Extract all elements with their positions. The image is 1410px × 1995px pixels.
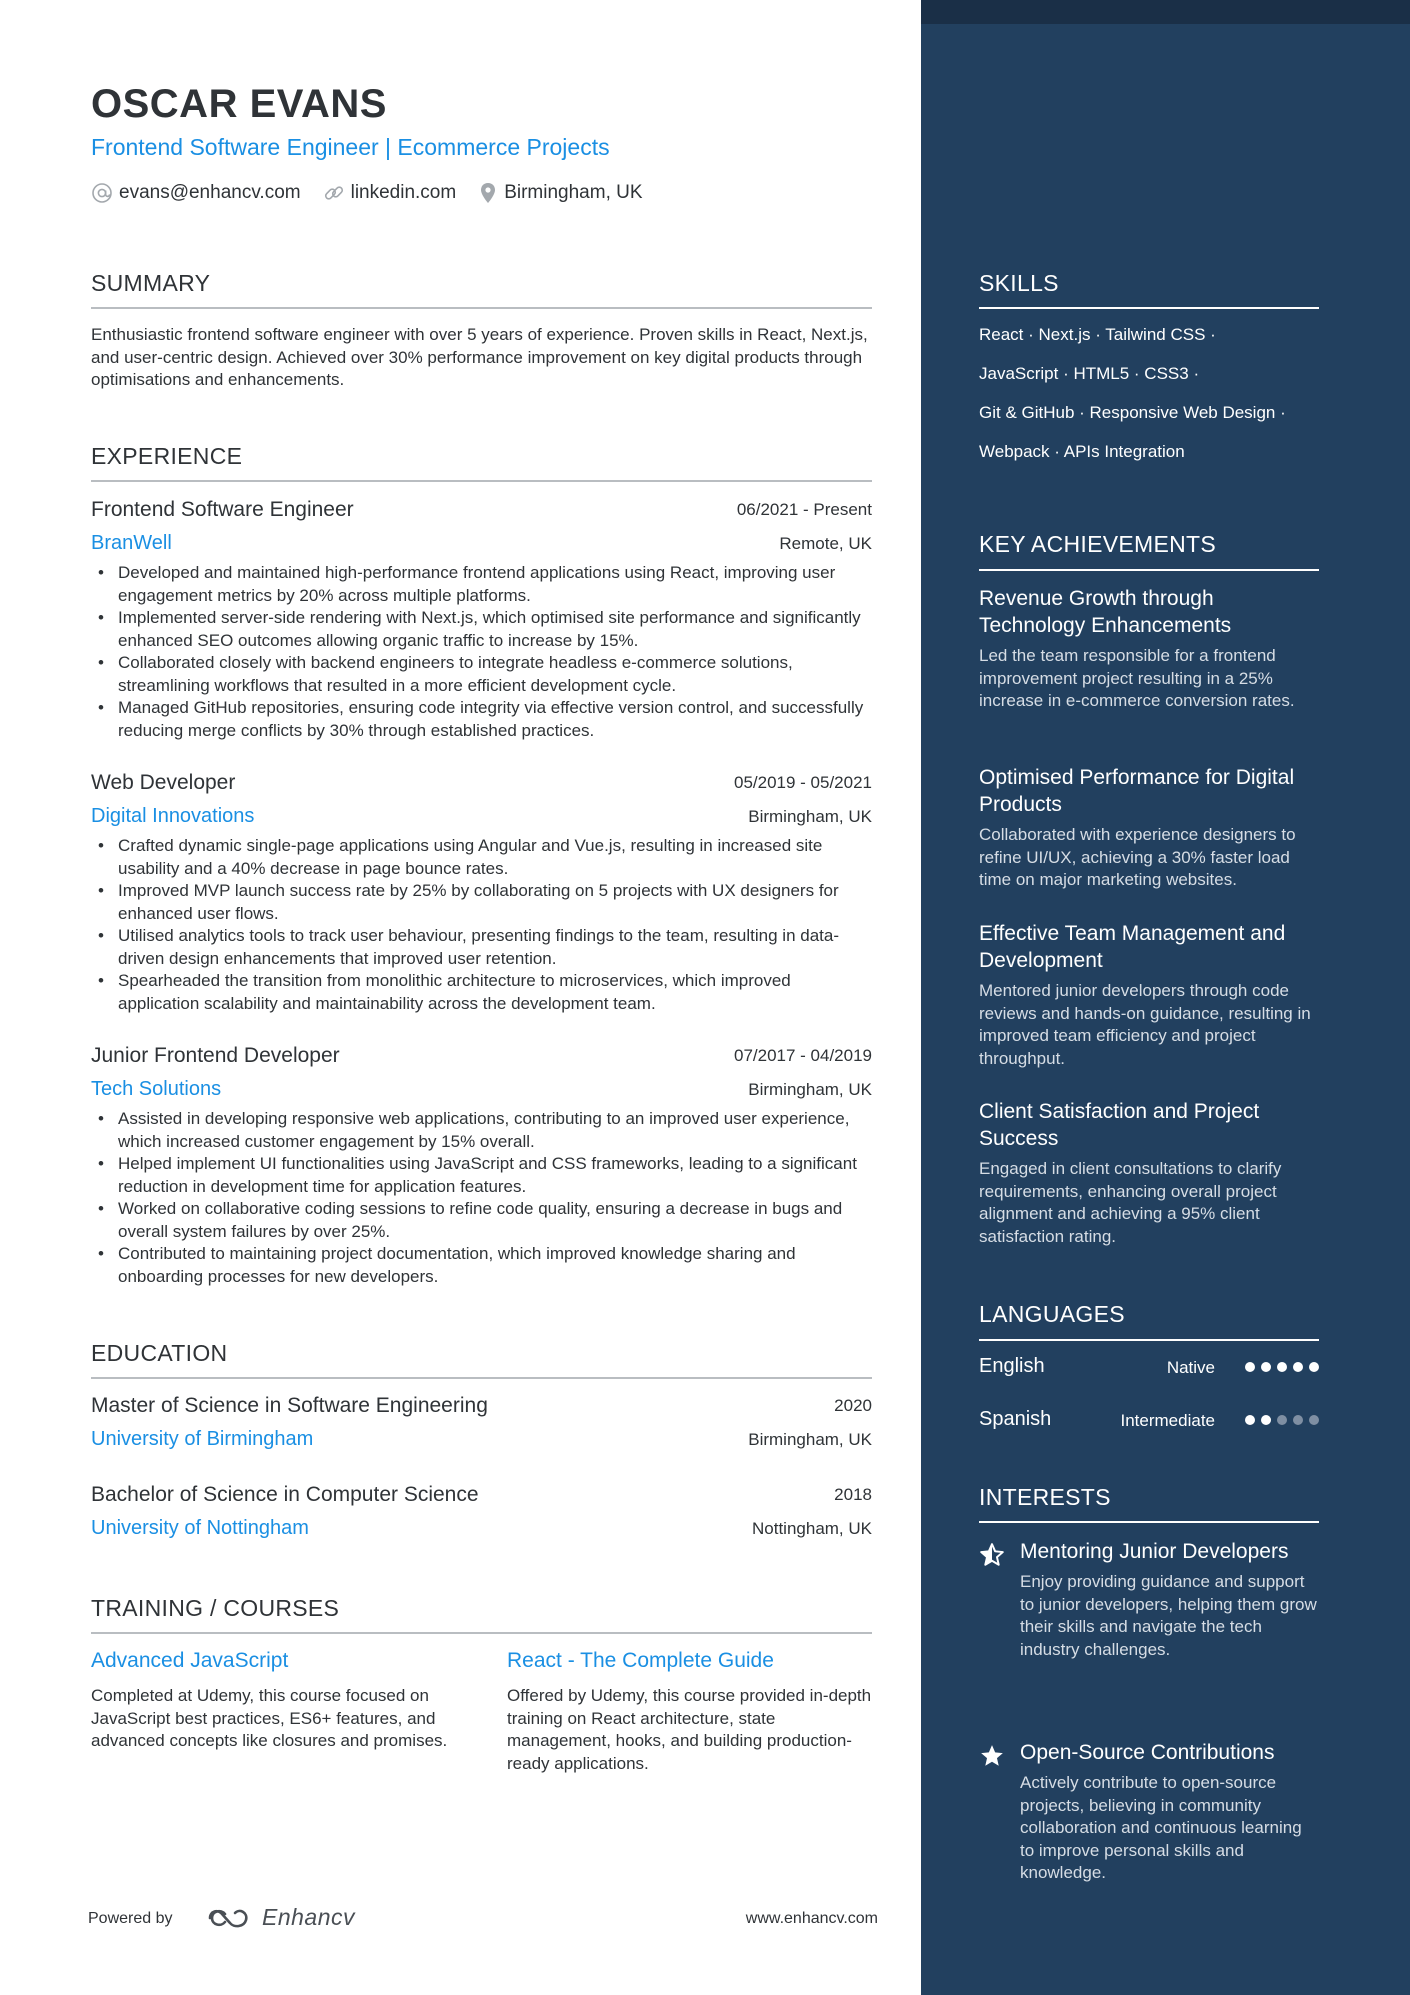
education-divider (91, 1377, 872, 1379)
language-name: English (979, 1355, 1045, 1377)
job-bullet: • Helped implement UI functionalities using JavaScript and CSS frameworks, leading to a significant reduction in development time for application features. (91, 1153, 872, 1198)
course-description: Offered by Udemy, this course provided in-depth training on React architecture, state management, hooks, and building production-ready applications. (507, 1686, 872, 1773)
rating-dot-filled (1245, 1415, 1255, 1425)
language-rating (1239, 1362, 1319, 1372)
contact-email[interactable] (91, 182, 301, 204)
achievement-title: Revenue Growth through Technology Enhancements (979, 587, 1232, 637)
job-date: 07/2017 - 04/2019 (733, 1046, 872, 1065)
footer (88, 1904, 878, 1934)
job-location: Birmingham, UK (748, 807, 872, 826)
rating-dot-empty (1277, 1415, 1287, 1425)
achievement-item (979, 1098, 1319, 1248)
achievement-item (979, 585, 1319, 713)
interests-divider (979, 1521, 1319, 1523)
skills-line: Webpack · APIs Integration (979, 442, 1185, 461)
experience-heading: EXPERIENCE (91, 443, 243, 469)
job-bullet: • Contributed to maintaining project documentation, which improved knowledge sharing and onboarding processes for new developers. (91, 1243, 872, 1288)
job-bullet: • Spearheaded the transition from monolithic architecture to microservices, which improved application scalability and maintainability across the development team. (91, 970, 872, 1015)
job-bullet: • Utilised analytics tools to track user behaviour, presenting findings to the team, resulting in data-driven design enhancements that improved user retention. (91, 925, 872, 970)
summary-text: Enthusiastic frontend software engineer with over 5 years of experience. Proven skills in React, Next.js, and user-centric design. Achieved over 30% performance improvement on key digital products through optimisations and enhancements. (91, 325, 868, 389)
at-icon (91, 182, 113, 204)
job-date: 05/2019 - 05/2021 (733, 773, 872, 792)
email-text: evans@enhancv.com (119, 182, 301, 203)
job-bullet: • Implemented server-side rendering with Next.js, which optimised site performance and significantly enhanced SEO outcomes allowing organic traffic to increase by 15%. (91, 607, 872, 652)
languages-divider (979, 1339, 1319, 1341)
star-half-icon (979, 1542, 1005, 1568)
achievement-description: Led the team responsible for a frontend improvement project resulting in a 25% increase in e-commerce conversion rates. (979, 646, 1295, 710)
interest-title: Open-Source Contributions (1020, 1741, 1275, 1764)
language-rating (1239, 1415, 1319, 1425)
contact-info (91, 182, 665, 204)
achievement-title: Optimised Performance for Digital Products (979, 766, 1295, 816)
training-divider (91, 1632, 872, 1634)
rating-dot-filled (1245, 1362, 1255, 1372)
linkedin-text: linkedin.com (350, 182, 457, 203)
language-item (979, 1408, 1319, 1438)
education-location: Birmingham, UK (748, 1430, 872, 1449)
skills-divider (979, 307, 1319, 309)
achievements-heading: KEY ACHIEVEMENTS (979, 531, 1217, 557)
rating-dot-filled (1309, 1362, 1319, 1372)
interests-heading: INTERESTS (979, 1484, 1111, 1510)
rating-dot-empty (1293, 1415, 1303, 1425)
achievement-item (979, 920, 1319, 1070)
course-title: React - The Complete Guide (507, 1649, 774, 1672)
sidebar-top-bar (921, 0, 1410, 24)
job-title: Frontend Software Engineer (91, 498, 354, 521)
language-level: Native (1166, 1358, 1215, 1377)
job-company: BranWell (91, 532, 172, 554)
job-bullet: • Managed GitHub repositories, ensuring code integrity via effective version control, and successfully reducing merge conflicts by 30% through established practices. (91, 697, 872, 742)
training-heading: TRAINING / COURSES (91, 1595, 340, 1621)
enhancv-logo-icon (206, 1905, 254, 1931)
rating-dot-filled (1261, 1415, 1271, 1425)
interest-body (1020, 1538, 1319, 1661)
education-school: University of Nottingham (91, 1517, 309, 1539)
job-company: Tech Solutions (91, 1078, 222, 1100)
powered-by-label: Powered by (88, 1910, 173, 1927)
contact-linkedin[interactable] (323, 182, 457, 204)
summary-heading: SUMMARY (91, 270, 211, 296)
job-bullet: • Crafted dynamic single-page applications using Angular and Vue.js, resulting in increased site usability and a 40% decrease in page bounce rates. (91, 835, 872, 880)
course-entry (507, 1649, 877, 1775)
enhancv-logo[interactable] (206, 1904, 355, 1931)
job-bullets (91, 1108, 872, 1288)
language-name: Spanish (979, 1408, 1052, 1430)
achievement-description: Collaborated with experience designers to refine UI/UX, achieving a 30% faster load time on major marketing websites. (979, 825, 1296, 889)
skills-heading: SKILLS (979, 270, 1059, 296)
education-year: 2020 (834, 1396, 872, 1415)
education-degree: Master of Science in Software Engineering (91, 1394, 488, 1417)
skills-line: Git & GitHub · Responsive Web Design · (979, 403, 1286, 422)
rating-dot-filled (1293, 1362, 1303, 1372)
candidate-name: OSCAR EVANS (91, 82, 387, 126)
sidebar (921, 0, 1410, 1995)
enhancv-logo-text: Enhancv (262, 1904, 356, 1930)
course-description: Completed at Udemy, this course focused on JavaScript best practices, ES6+ features, and advanced concepts like closures and promises. (91, 1686, 448, 1750)
website-link[interactable]: www.enhancv.com (745, 1910, 878, 1927)
achievement-title: Client Satisfaction and Project Success (979, 1100, 1260, 1150)
interest-description: Enjoy providing guidance and support to junior developers, helping them grow their skills and navigate the tech industry challenges. (1020, 1572, 1317, 1659)
language-level: Intermediate (1120, 1411, 1215, 1430)
location-pin-icon (478, 182, 498, 204)
interest-description: Actively contribute to open-source projects, believing in community collaboration and continuous learning to improve personal skills and knowledge. (1020, 1773, 1302, 1882)
achievement-description: Engaged in client consultations to clarify requirements, enhancing overall project alignment and achieving a 95% client satisfaction rating. (979, 1159, 1282, 1246)
job-bullet: • Developed and maintained high-performance frontend applications using React, improving user engagement metrics by 20% across multiple platforms. (91, 562, 872, 607)
job-bullet: • Assisted in developing responsive web applications, contributing to an improved user experience, which increased customer engagement by 15% overall. (91, 1108, 872, 1153)
course-entry (91, 1649, 461, 1753)
job-bullet: • Worked on collaborative coding sessions to refine code quality, ensuring a decrease in bugs and overall system failures by over 25%. (91, 1198, 872, 1243)
course-title: Advanced JavaScript (91, 1649, 289, 1672)
job-bullets (91, 562, 872, 742)
language-item (979, 1355, 1319, 1385)
education-heading: EDUCATION (91, 1340, 228, 1366)
languages-heading: LANGUAGES (979, 1301, 1125, 1327)
link-icon (323, 182, 345, 204)
rating-dot-filled (1261, 1362, 1271, 1372)
skills-line: React · Next.js · Tailwind CSS · (979, 325, 1216, 344)
job-location: Birmingham, UK (748, 1080, 872, 1099)
summary-divider (91, 307, 872, 309)
education-degree: Bachelor of Science in Computer Science (91, 1483, 479, 1506)
contact-location (478, 182, 642, 204)
job-bullets (91, 835, 872, 1015)
interest-title: Mentoring Junior Developers (1020, 1540, 1289, 1563)
star-icon (979, 1743, 1005, 1769)
achievement-title: Effective Team Management and Development (979, 922, 1286, 972)
job-date: 06/2021 - Present (736, 500, 872, 519)
location-text: Birmingham, UK (504, 182, 643, 203)
skills-line: JavaScript · HTML5 · CSS3 · (979, 364, 1200, 383)
achievements-divider (979, 569, 1319, 571)
rating-dot-filled (1277, 1362, 1287, 1372)
job-bullet: • Collaborated closely with backend engineers to integrate headless e-commerce solutions, streamlining workflows that resulted in a more efficient development cycle. (91, 652, 872, 697)
education-location: Nottingham, UK (752, 1519, 872, 1538)
job-bullet: • Improved MVP launch success rate by 25% by collaborating on 5 projects with UX designers for enhanced user flows. (91, 880, 872, 925)
education-school: University of Birmingham (91, 1428, 314, 1450)
job-location: Remote, UK (779, 534, 872, 553)
experience-divider (91, 480, 872, 482)
job-title: Web Developer (91, 771, 236, 794)
job-company: Digital Innovations (91, 805, 255, 827)
achievement-item (979, 764, 1319, 892)
candidate-headline: Frontend Software Engineer | Ecommerce Projects (91, 134, 610, 160)
job-title: Junior Frontend Developer (91, 1044, 340, 1067)
education-year: 2018 (834, 1485, 872, 1504)
rating-dot-empty (1309, 1415, 1319, 1425)
interest-body (1020, 1739, 1319, 1885)
achievement-description: Mentored junior developers through code reviews and hands-on guidance, resulting in improved team efficiency and project throughput. (979, 981, 1311, 1068)
